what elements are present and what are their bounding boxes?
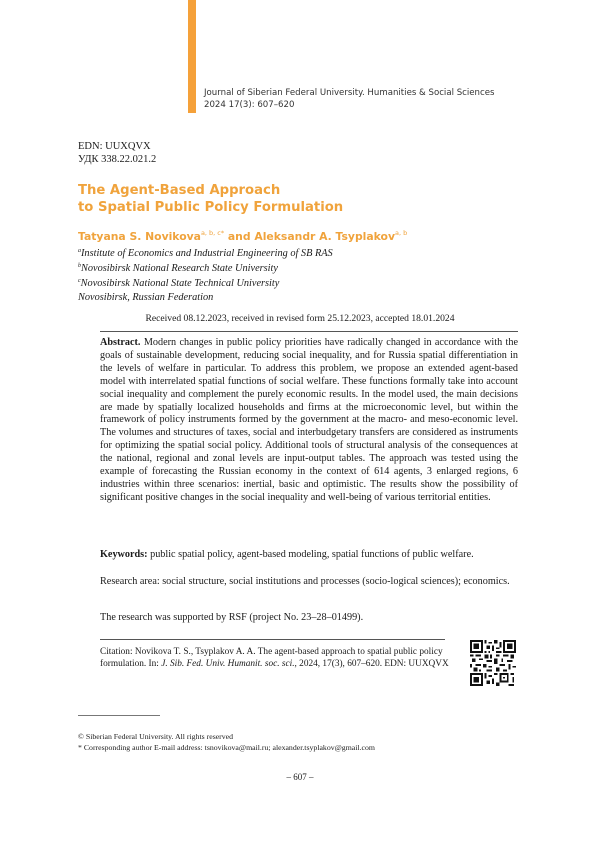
article-title: [78, 182, 343, 216]
keywords-text: public spatial policy, agent-based modeling, spatial functions of public welfare.: [147, 549, 474, 560]
received-dates: Received 08.12.2023, received in revised form 25.12.2023, accepted 18.01.2024: [145, 313, 455, 324]
research-area: Research area: social structure, social institutions and processes (socio-logical sciences); economics.: [100, 576, 510, 587]
journal-issue: 2024 17(3): 607–620: [204, 100, 295, 110]
qr-code-icon: [470, 640, 516, 686]
journal-name: Journal of Siberian Federal University. Humanities & Social Sciences: [204, 88, 495, 98]
author-list: [78, 229, 407, 243]
header-accent-bar: [188, 0, 196, 113]
citation: Citation: Novikova T. S., Tsyplakov A. A. The agent-based approach to spatial public policy formulation. In: J. Sib. Fed. Univ. Humanit. soc. sci., 2024, 17(3), 607–620. EDN: UUXQVX: [100, 647, 449, 670]
affiliation-line: $^a$Institute of Economics and Industrial Engineering of SB RAS: [78, 248, 333, 259]
affiliations: [78, 245, 333, 304]
abstract-label: Abstract.: [100, 337, 141, 348]
author-name: Tatyana S. Novikova: [78, 230, 201, 243]
author-name: Aleksandr A. Tsyplakov: [254, 230, 396, 243]
author-affiliation-mark: a, b, c*: [200, 229, 225, 237]
footnotes: [78, 731, 375, 753]
journal-header: [204, 87, 495, 111]
edn-code: EDN: UUXQVX: [78, 141, 151, 152]
title-line-1: The Agent-Based Approach: [78, 183, 281, 198]
keywords: [100, 548, 518, 561]
citation-journal: J. Sib. Fed. Univ. Humanit. soc. sci.: [161, 659, 295, 670]
keywords-label: Keywords:: [100, 549, 148, 560]
udk-code: УДК 338.22.021.2: [78, 154, 157, 165]
copyright-note: © Siberian Federal University. All rights reserved: [78, 732, 234, 741]
author-affiliation-mark: a, b: [395, 229, 408, 237]
affiliation-line: $^b$Novosibirsk National Research State University: [78, 263, 278, 275]
affiliation-line: $^c$Novosibirsk National State Technical University: [78, 278, 280, 290]
abstract-text: Modern changes in public policy priorities have radically changed in accordance with the goals of sustainable development, reducing social inequality, and for Russia spatial differentiation in the levels of welfare in particular. To address this problem, we propose an extended agent-based model with interrelated spatial functions of social welfare. These functions formally take into account social inequality and complement the purely economic results. In the model used, the main decisions are made by spatially localized households and firms at the microeconomic level, but within the framework of policy instruments formed by the government at the macro- and meso-economic level. The volumes and structures of taxes, social and interbudgetary transfers are considered as instruments for optimizing the spatial social policy. Additional tools of structural analysis of the consequences at the national, regional and zonal levels are input-output tables. The approach was tested using the example of forecasting the Russian economy in the context of 614 agents, 3 enlarged regions, 6 industries within three scenarios: inertial, basic and optimistic. The results show the possibility of significant positive changes in the social inequality and well-being of various territorial entities.: [100, 337, 518, 503]
title-line-2: to Spatial Public Policy Formulation: [78, 200, 344, 215]
corresponding-author-note: * Corresponding author E-mail address: tsnovikova@mail.ru; alexander.tsyplakov@gmail.com: [78, 743, 375, 752]
funding-note: The research was supported by RSF (project No. 23–28–01499).: [100, 612, 364, 623]
footnote-divider: [78, 715, 160, 716]
abstract-top-divider: [100, 331, 518, 332]
author-connector: and: [224, 230, 255, 243]
citation-divider: [100, 639, 445, 640]
page-number: – 607 –: [286, 772, 314, 782]
affiliation-line: Novosibirsk, Russian Federation: [78, 291, 214, 303]
abstract: [100, 337, 518, 505]
identifiers: [78, 140, 156, 166]
